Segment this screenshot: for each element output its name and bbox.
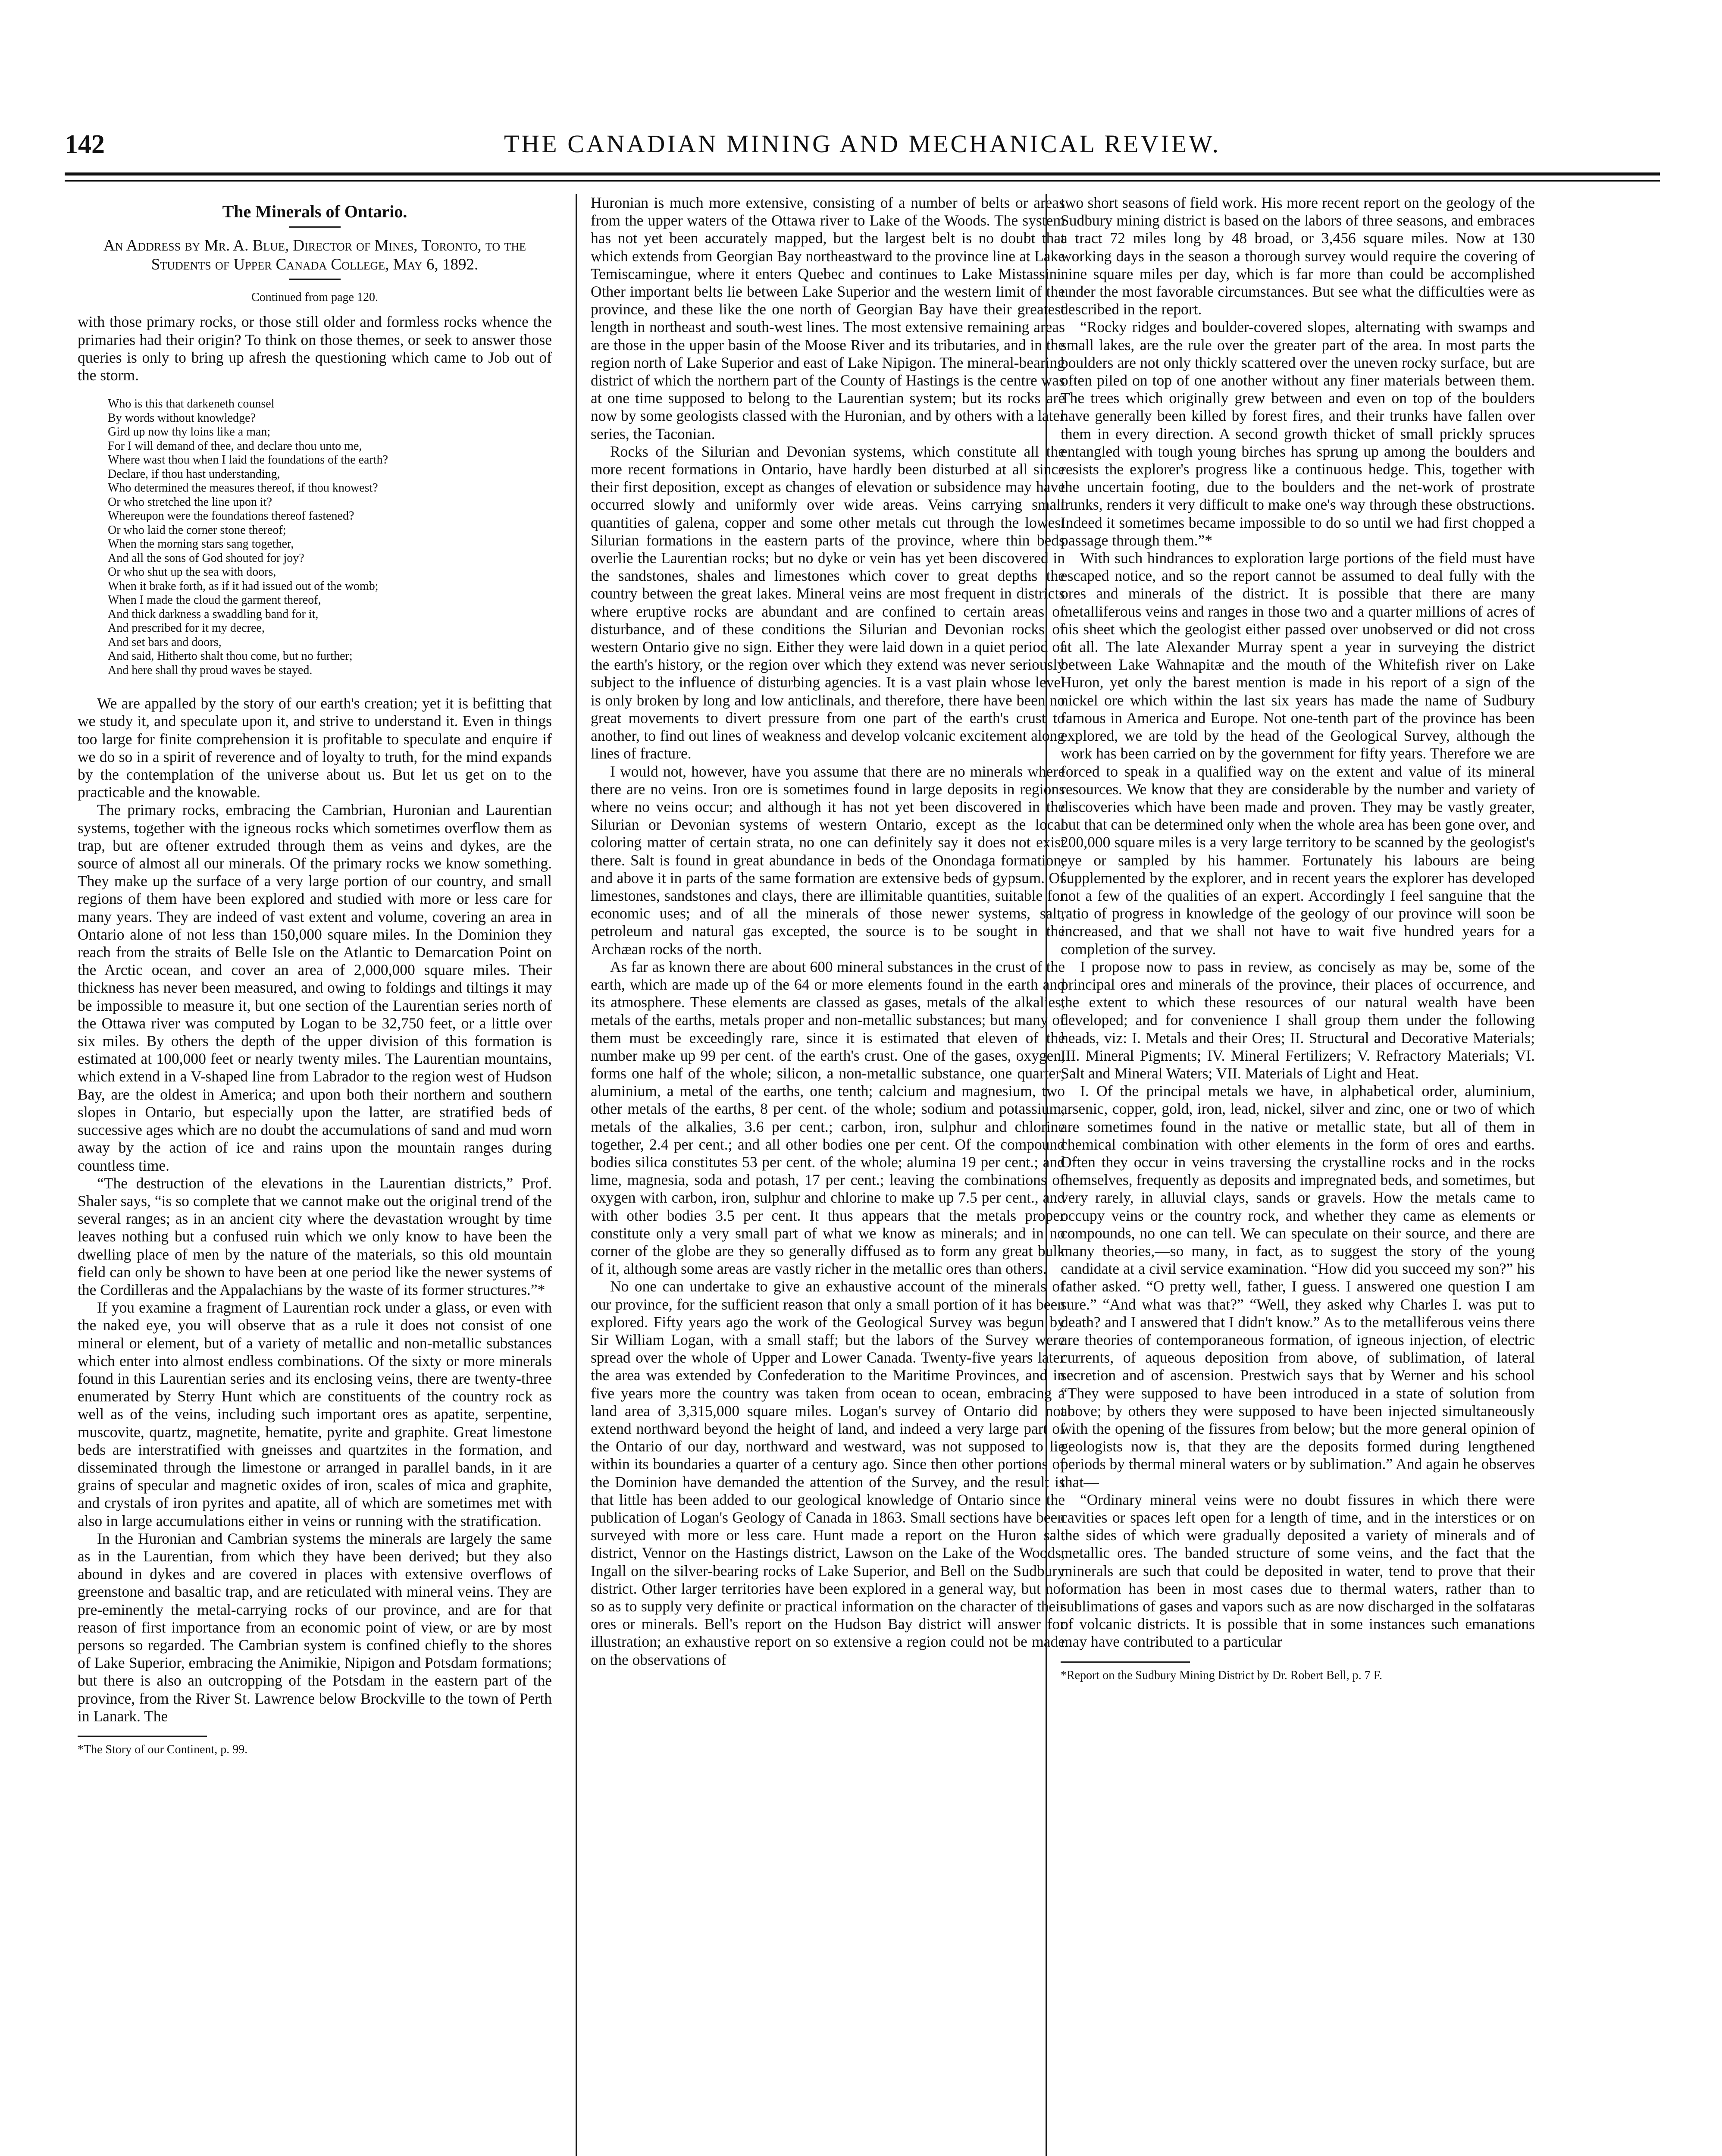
poem-line: And here shall thy proud waves be stayed. <box>108 663 313 677</box>
continued-note: Continued from page 120. <box>251 291 378 304</box>
paragraph: “Ordinary mineral veins were no doubt fissures in which there were cavities or spaces left open for a length of time, and in the interstices or on the sides of which were gradually deposited a variety of minerals and of metallic ores. The banded structure of some veins, and the fact that the minerals are such that could be deposited in water, tend to prove that their formation has been in most cases due to thermal waters, rather than to sublimations of gases and vapors such as are now discharged in the solfataras of volcanic districts. It is possible that in some instances such emanations may have contributed to a particular <box>1061 1491 1535 1651</box>
footnote: *The Story of our Continent, p. 99. <box>78 1743 248 1756</box>
footnote: *Report on the Sudbury Mining District by Dr. Robert Bell, p. 7 F. <box>1061 1668 1382 1682</box>
page-number: 142 <box>65 130 105 159</box>
paragraph: two short seasons of field work. His more recent report on the geology of the Sudbury mining district is based on the labors of three seasons, and embraces a tract 72 miles long by 48 broad, or 3,456 square miles. Now at 130 working days in the season a thorough survey would require the covering of nine square miles per day, which is far more than could be accomplished under the most favorable circumstances. But see what the difficulties were as described in the report. <box>1061 194 1535 318</box>
article-title: The Minerals of Ontario. <box>222 202 407 221</box>
paragraph: In the Huronian and Cambrian systems the minerals are largely the same as in the Laurentian, from which they have been derived; but they also abound in dykes and are covered in places with extensive overflows of greenstone and basaltic trap, and are reticulated with mineral veins. They are pre-eminently the metal-carrying rocks of our province, and are for that reason of first importance from an economic point of view, or are by most persons so regarded. The Cambrian system is confined chiefly to the shores of Lake Superior, embracing the Animikie, Nipigon and Potsdam formations; but there is also an outcropping of the Potsdam in the eastern part of the province, from the River St. Lawrence below Brockville to the town of Perth in Lanark. The <box>78 1529 552 1725</box>
poem-line: And prescribed for it my decree, <box>108 621 265 635</box>
paragraph: I. Of the principal metals we have, in alphabetical order, aluminium, arsenic, copper, gold, iron, lead, nickel, silver and zinc, one or two of which are sometimes found in the native or metallic state, but all of them in chemical combination with other elements in the form of ores and earths. Often they occur in veins traversing the crystalline rocks and in the rocks themselves, frequently as deposits and impregnated beds, and sometimes, but very rarely, in alluvial clays, sands or gravels. How the metals came to occupy veins or the country rock, and whether they came as elements or compounds, no one can tell. We can speculate on their source, and there are many theories,—so many, in fact, as to suggest the story of the young candidate at a civil service examination. “How did you succeed my son?” his father asked. “O pretty well, father, I guess. I answered one question I am sure.” “And what was that?” “Well, they asked why Charles I. was put to death? and I answered that I didn't know.” As to the metalliferous veins there are theories of contemporaneous formation, of igneous injection, of electric currents, of aqueous deposition from above, of sublimation, of lateral secretion and of ascension. Prestwich says that by Werner and his school “They were supposed to have been introduced in a state of solution from above; by others they were supposed to have been injected simultaneously with the opening of the fissures from below; but the more general opinion of geologists now is, that they are the deposits formed during lengthened periods by thermal mineral waters or by sublimation.” And again he observes that— <box>1061 1082 1535 1491</box>
paragraph: With such hindrances to exploration large portions of the field must have escaped notice, and so the report cannot be assumed to deal fully with the ores and minerals of the district. It is possible that there are many metalliferous veins and ranges in those two and a quarter millions of acres of his sheet which the geologist either passed over unobserved or did not cross at all. The late Alexander Murray spent a year in surveying the district between Lake Wahnapitæ and the mouth of the Whitefish river on Lake Huron, yet only the barest mention is made in his report of a sign of the nickel ore which within the last six years has made the name of Sudbury famous in America and Europe. Not one-tenth part of the province has been explored, we are told by the head of the Geological Survey, although the work has been carried on by the government for fifty years. Therefore we are forced to speak in a qualified way on the extent and value of its mineral resources. We know that they are considerable by the number and variety of discoveries which have been made and proven. They may be vastly greater, but that can be determined only when the whole area has been gone over, and 200,000 square miles is a very large territory to be scanned by the geologist's eye or sampled by his hammer. Fortunately his labours are being supplemented by the explorer, and in recent years the explorer has developed not a few of the qualities of an expert. Accordingly I feel sanguine that the ratio of progress in knowledge of the geology of our province will soon be increased, and that we shall not have to wait five hundred years for a completion of the survey. <box>1061 549 1535 958</box>
poem-line: And all the sons of God shouted for joy? <box>108 551 304 565</box>
poem-line: When I made the cloud the garment thereof, <box>108 593 321 607</box>
paragraph: We are appalled by the story of our earth's creation; yet it is befitting that we study it, and speculate upon it, and strive to understand it. Even in things too large for finite comprehension it is profitable to speculate and enquire if we do so in a spirit of reverence and of loyalty to truth, for the mind expands by the contemplation of the universe about us. But let us get on to the practicable and the knowable. <box>78 695 552 801</box>
poem-line: Whereupon were the foundations thereof fastened? <box>108 509 354 523</box>
paragraph: I would not, however, have you assume that there are no minerals where there are no veins. Iron ore is sometimes found in large deposits in regions where no veins occur; and although it has not yet been discovered in the Silurian or Devonian systems of western Ontario, except as the local coloring matter of certain strata, no one can definitely say it does not exist there. Salt is found in great abundance in beds of the Onondaga formation, and above it in parts of the same formation are extensive beds of gypsum. Of limestones, sandstones and clays, there are illimitable quantities, suitable for economic uses; and of all the minerals of those newer systems, salt, petroleum and natural gas excepted, the source is to be sought in the Archæan rocks of the north. <box>591 762 1065 958</box>
poem-line: And thick darkness a swaddling band for it, <box>108 607 319 621</box>
poem-line: Who is this that darkeneth counsel <box>108 397 275 411</box>
paragraph: “Rocky ridges and boulder-covered slopes, alternating with swamps and small lakes, are the rule over the greater part of the area. In most parts the boulders are not only thickly scattered over the uneven rocky surface, but are often piled on top of one another without any finer materials between them. The trees which originally grew between and even on top of the boulders have generally been killed by forest fires, and their trunks have fallen over them in every direction. A second growth thicket of small prickly spruces entangled with tough young birches has sprung up among the boulders and resists the explorer's progress like a continuous hedge. This, together with the uncertain footing, due to the boulders and the net-work of prostrate trunks, renders it very difficult to make one's way through these obstructions. Indeed it sometimes became impossible to do so until we had first chopped a passage through them.”* <box>1061 318 1535 549</box>
poem-line: And set bars and doors, <box>108 635 222 649</box>
poem-line: Declare, if thou hast understanding, <box>108 467 280 481</box>
article-subtitle: An Address by Mr. A. Blue, Director of Mines, Toronto, to the Students of Upper Canada College, May 6, 1892. <box>103 237 526 274</box>
paragraph: As far as known there are about 600 mineral substances in the crust of the earth, which are made up of the 64 or more elements found in the earth and its atmosphere. These elements are classed as gases, metals of the alkalies, metals of the earths, metals proper and non-metallic substances; but many of them must be exceedingly rare, since it is estimated that eleven of the number make up 99 per cent. of the earth's crust. One of the gases, oxygen, forms one half of the whole; silicon, a non-metallic substance, one quarter; aluminium, a metal of the earths, one tenth; calcium and magnesium, two other metals of the earths, 8 per cent. of the whole; sodium and potassium, metals of the alkalies, 3.6 per cent.; carbon, iron, sulphur and chlorine together, 2.4 per cent.; and all other bodies one per cent. Of the compound bodies silica constitutes 53 per cent. of the whole; alumina 19 per cent.; and lime, magnesia, soda and potash, 17 per cent.; leaving the combinations of oxygen with carbon, iron, sulphur and chlorine to make up 7.5 per cent., and with other bodies 3.5 per cent. It thus appears that the metals proper constitute only a very small part of what we know as minerals; and in no corner of the globe are they so generally diffused as to form any great bulk of it, although some areas are vastly richer in the metallic ores than others. <box>591 958 1065 1278</box>
poem-line: By words without knowledge? <box>108 411 256 425</box>
poem-line: Or who shut up the sea with doors, <box>108 565 276 579</box>
paragraph: No one can undertake to give an exhaustive account of the minerals of our province, for the sufficient reason that only a small portion of it has been explored. Fifty years ago the work of the Geological Survey was begun by Sir William Logan, with a small staff; but the labors of the Survey were spread over the whole of Upper and Lower Canada. Twenty-five years later the area was extended by Confederation to the Maritime Provinces, and in five years more the country was taken from ocean to ocean, embracing a land area of 3,315,000 square miles. Logan's survey of Ontario did not extend northward beyond the height of land, and indeed a very large part of the Ontario of our day, northward and westward, was not supposed to lie within its boundaries a quarter of a century ago. Since then other portions of the Dominion have demanded the attention of the Survey, and the result is that little has been added to our geological knowledge of Ontario since the publication of Logan's Geology of Canada in 1863. Small sections have been surveyed with more or less care. Hunt made a report on the Huron salt district, Vennor on the Hastings district, Lawson on the Lake of the Woods, Ingall on the silver-bearing rocks of Lake Superior, and Bell on the Sudbury district. Other larger territories have been explored in a general way, but not so as to supply very definite or practical information on the character of their ores or minerals. Bell's report on the Hudson Bay district will answer for illustration; an exhaustive report on so extensive a region could not be made on the observations of <box>591 1278 1065 1668</box>
footnote-rule <box>1061 1661 1190 1663</box>
poem-line: Or who stretched the line upon it? <box>108 495 272 509</box>
paragraph: I propose now to pass in review, as concisely as may be, some of the principal ores and minerals of the province, their places of occurrence, and the extent to which these resources of our natural wealth have been developed; and for convenience I shall group them under the following heads, viz: I. Metals and their Ores; II. Structural and Decorative Materials; III. Mineral Pigments; IV. Mineral Fertilizers; V. Refractory Materials; VI. Salt and Mineral Waters; VII. Materials of Light and Heat. <box>1061 958 1535 1082</box>
column-rule-1 <box>576 194 577 2156</box>
poem-line: Who determined the measures thereof, if thou knowest? <box>108 481 378 495</box>
poem-line: For I will demand of thee, and declare thou unto me, <box>108 439 362 453</box>
column-1 <box>78 194 552 1757</box>
paragraph: If you examine a fragment of Laurentian rock under a glass, or even with the naked eye, you will observe that as a rule it does not consist of one mineral or element, but of a variety of metallic and non-metallic substances which enter into almost endless combinations. Of the sixty or more minerals found in this Laurentian series and its enclosing veins, there are twenty-three enumerated by Sterry Hunt which are constituents of the country rock as well as of the veins, including such important ores as apatite, serpentine, muscovite, quartz, magnetite, hematite, pyrite and graphite. Great limestone beds are interstratified with gneisses and quartzites in the formation, and disseminated through the limestone or arranged in parallel bands, in it are grains of specular and magnetic oxides of iron, scales of mica and graphite, and crystals of iron pyrites and apatite, all of which are sometimes met with also in large accumulations either in veins or running with the stratification. <box>78 1299 552 1529</box>
header-rule-thin <box>65 180 1660 182</box>
poem-line: When it brake forth, as if it had issued out of the womb; <box>108 579 379 593</box>
poem-line: And said, Hitherto shalt thou come, but no further; <box>108 649 353 663</box>
running-title: THE CANADIAN MINING AND MECHANICAL REVIEW. <box>504 130 1221 158</box>
page-header <box>65 129 1660 168</box>
column-2 <box>591 194 1065 1669</box>
column-3 <box>1061 194 1535 1683</box>
poem-line: Or who laid the corner stone thereof; <box>108 523 286 537</box>
header-rule-thick <box>65 172 1660 175</box>
poem-line: When the morning stars sang together, <box>108 537 294 551</box>
paragraph: Huronian is much more extensive, consisting of a number of belts or areas from the upper waters of the Ottawa river to Lake of the Woods. The system has not yet been accurately mapped, but the largest belt is no doubt that which extends from Georgian Bay northeastward to the province line at Lake Temiscamingue, where it enters Quebec and continues to Lake Mistassini. Other important belts lie between Lake Superior and the western limit of the province, and these like the one north of Georgian Bay have their greatest length in northeast and south-west lines. The most extensive remaining areas are those in the upper basin of the Moose River and its tributaries, and in the region north of Lake Superior and east of Lake Nipigon. The mineral-bearing district of which the northern part of the County of Hastings is the centre was at one time supposed to belong to the Laurentian system; but its rocks are now by some geologists classed with the Huronian, and by others with a later series, the Taconian. <box>591 194 1065 442</box>
paragraph: “The destruction of the elevations in the Laurentian districts,” Prof. Shaler says, “is so complete that we cannot make out the original trend of the several ranges; as in an ancient city where the devastation wrought by time leaves nothing but a confused ruin which we only know to have been the dwelling place of men by the nature of the materials, so this old mountain field can only be shown to have been at one period like the newer systems of the Cordilleras and the Appalachians by the waste of its former structures.”* <box>78 1174 552 1298</box>
paragraph: The primary rocks, embracing the Cambrian, Huronian and Laurentian systems, together with the igneous rocks which sometimes overflow them as trap, but are oftener extruded through them as veins and dykes, are the source of almost all our minerals. Of the primary rocks we know something. They make up the surface of a very large portion of our country, and small regions of them have been explored and studied with more or less care for many years. They are indeed of vast extent and volume, covering an area in Ontario alone of not less than 150,000 square miles. In the Dominion they reach from the straits of Belle Isle on the Atlantic to Demarcation Point on the Arctic ocean, and cover an area of 2,000,000 square miles. Their thickness has never been measured, and owing to foldings and tiltings it may be impossible to measure it, but one section of the Laurentian series north of the Ottawa river was computed by Logan to be 32,750 feet, or a little over six miles. By others the depth of the upper division of this formation is estimated at 100,000 feet or nearly twenty miles. The Laurentian mountains, which extend in a V-shaped line from Labrador to the region west of Hudson Bay, are the oldest in America; and upon both their northern and southern slopes in Ontario, but especially upon the latter, are stratified beds of successive ages which are no doubt the accumulations of sand and mud worn away by the action of ice and rains upon the mountain ranges during countless time. <box>78 801 552 1174</box>
poem <box>108 397 552 677</box>
title-rule <box>289 226 341 228</box>
poem-line: Where wast thou when I laid the foundations of the earth? <box>108 453 388 467</box>
footnote-rule <box>78 1736 207 1737</box>
subtitle-rule <box>289 279 341 280</box>
poem-line: Gird up now thy loins like a man; <box>108 425 271 439</box>
paragraph: with those primary rocks, or those still older and formless rocks whence the primaries had their origin? To think on those themes, or seek to answer those queries is only to bring up afresh the questioning which came to Job out of the storm. <box>78 313 552 384</box>
paragraph: Rocks of the Silurian and Devonian systems, which constitute all the more recent formations in Ontario, have hardly been disturbed at all since their first deposition, except as changes of elevation or subsidence may have occurred slowly and uniformly over wide areas. Veins carrying small quantities of galena, copper and some other metals cut through the lowest Silurian formations in the eastern parts of the province, where thin beds overlie the Laurentian rocks; but no dyke or vein has yet been discovered in the sandstones, shales and limestones which cover to great depths the country between the great lakes. Mineral veins are most frequent in districts where eruptive rocks are abundant and are confined to certain areas of disturbance, and of these conditions the Silurian and Devonian rocks of western Ontario give no sign. Either they were laid down in a quiet period of the earth's history, or the region over which they extend was never seriously subject to the influence of disturbing agencies. It is a vast plain whose level is only broken by long and low anticlinals, and therefore, there have been no great movements to divert pressure from one part of the earth's crust to another, to find out lines of weakness and develop volcanic excitement along lines of fracture. <box>591 442 1065 762</box>
